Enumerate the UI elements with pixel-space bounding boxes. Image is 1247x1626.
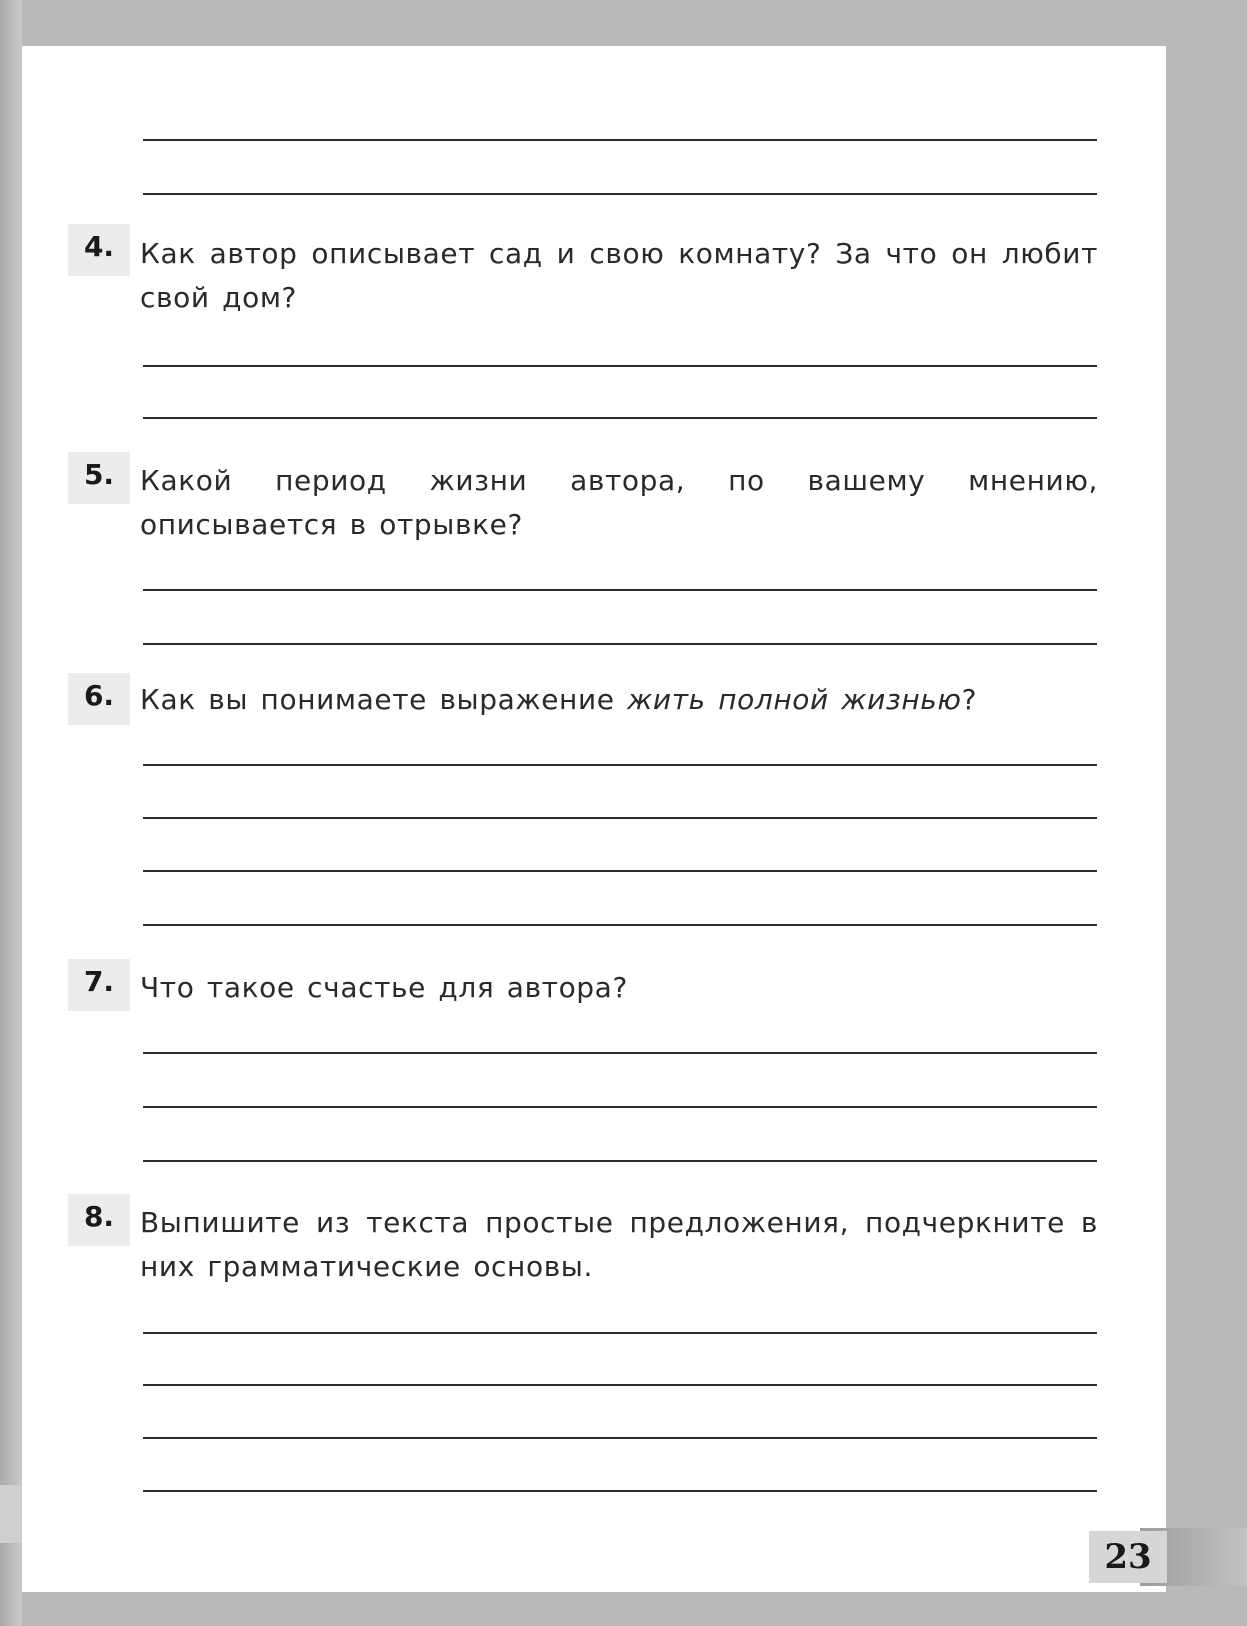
page-number: 23	[1104, 1537, 1152, 1577]
question-text-7: Что такое счастье для автора?	[140, 971, 628, 1004]
answer-line	[143, 1052, 1097, 1054]
question-text-6: Как вы понимаете выражение жить полной жизнью?	[140, 683, 978, 716]
answer-line	[143, 1437, 1097, 1439]
answer-line	[143, 139, 1097, 141]
answer-line	[143, 817, 1097, 819]
answer-line	[143, 764, 1097, 766]
scan-edge	[0, 0, 22, 1626]
question-text-4: Как автор описывает сад и свою комнату? За что он любит свой дом?	[140, 237, 1098, 314]
question-number-6: 6.	[68, 673, 130, 725]
question-number-5: 5.	[68, 452, 130, 504]
answer-line	[143, 1490, 1097, 1492]
answer-line	[143, 365, 1097, 367]
question-number-4: 4.	[68, 224, 130, 276]
quoted-expression: жить полной жизнью	[627, 683, 962, 716]
page-number-box	[1089, 1531, 1167, 1583]
answer-line	[143, 589, 1097, 591]
answer-line	[143, 417, 1097, 419]
answer-line	[143, 1106, 1097, 1108]
answer-line	[143, 643, 1097, 645]
answer-line	[143, 193, 1097, 195]
answer-line	[143, 1384, 1097, 1386]
answer-line	[143, 1160, 1097, 1162]
question-number-8: 8.	[68, 1194, 130, 1246]
question-number-7: 7.	[68, 959, 130, 1011]
answer-line	[143, 870, 1097, 872]
question-text-8: Выпишите из текста простые предложения, подчеркните в них грамматические основы.	[140, 1206, 1098, 1283]
answer-line	[143, 924, 1097, 926]
answer-line	[143, 1332, 1097, 1334]
question-text-5: Какой период жизни автора, по вашему мнению, описывается в отрывке?	[140, 464, 1098, 541]
